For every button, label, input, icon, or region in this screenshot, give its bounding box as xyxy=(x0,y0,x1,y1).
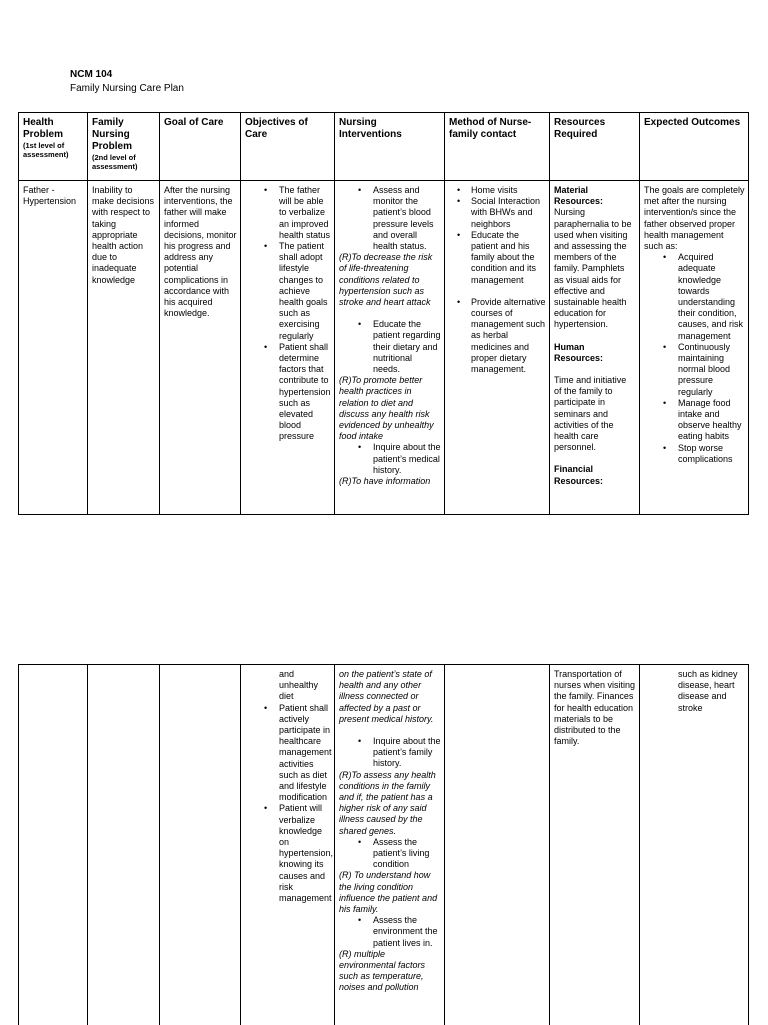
material-resources-text: Nursing paraphernalia to be used when visiting and assessing the members of the family. Pamphlets as visual aids for effective and sustainable health education for hypertension. xyxy=(554,207,632,330)
rationale: (R) To understand how the living condition influence the patient and his family. xyxy=(339,870,438,915)
care-plan-table-continued xyxy=(18,664,749,1025)
list-item: • The father will be able to verbalize an improved health status xyxy=(279,185,331,241)
list-item: • Educate the patient and his family about the condition and its management xyxy=(471,230,546,286)
list-item: • Inquire about the patient’s family history. xyxy=(373,736,441,770)
list-item: • Stop worse complications xyxy=(678,443,745,465)
cell-interventions xyxy=(335,181,445,515)
material-resources-label: Material Resources: xyxy=(554,185,604,207)
table-row xyxy=(19,665,749,1025)
rationale: (R) multiple environmental factors such as temperature, noises and pollution xyxy=(339,948,426,993)
list-item: • Patient will verbalize knowledge on hypertension, knowing its causes and risk management xyxy=(279,803,331,904)
col-objectives: Objectives of Care xyxy=(241,113,335,181)
list-item: • Patient shall determine factors that contribute to hypertension such as elevated blood pressure xyxy=(279,342,331,443)
list-item: • Home visits xyxy=(471,185,546,196)
cell-objectives xyxy=(241,181,335,515)
list-item: • Manage food intake and observe healthy eating habits xyxy=(678,398,745,443)
cell-outcomes xyxy=(640,665,749,1025)
financial-resources-label: Financial Resources: xyxy=(554,464,604,486)
cell-resources xyxy=(550,181,640,515)
rationale: (R)To assess any health conditions in the family and if, the patient has a higher risk of any said illness caused by the shared genes. xyxy=(339,769,436,836)
col-outcomes: Expected Outcomes xyxy=(640,113,749,181)
col-family-nursing-problem: Family Nursing Problem (2nd level of assessment) xyxy=(88,113,160,181)
table-header-row xyxy=(19,113,749,181)
human-resources-text: Time and initiative of the family to participate in seminars and activities of the health care personnel. xyxy=(554,375,627,453)
document-title: Family Nursing Care Plan xyxy=(70,83,184,94)
list-item: • Provide alternative courses of management such as herbal medicines and proper dietary management. xyxy=(471,297,546,375)
course-code: NCM 104 xyxy=(70,69,113,80)
outcomes-continued: such as kidney disease, heart disease and stroke xyxy=(678,669,738,713)
outcomes-intro: The goals are completely met after the nursing intervention/s since the father observed proper health management such as: xyxy=(644,185,745,252)
cell-interventions xyxy=(335,665,445,1025)
cell-objectives xyxy=(241,665,335,1025)
list-item: • Patient shall actively participate in healthcare management activities such as diet and lifestyle modification xyxy=(279,703,331,804)
cell-health-problem xyxy=(19,665,88,1025)
list-item: • Assess the patient’s living condition xyxy=(373,837,441,871)
table-row xyxy=(19,181,749,515)
col-goal-of-care: Goal of Care xyxy=(160,113,241,181)
col-resources: Resources Required xyxy=(550,113,640,181)
cell-resources: Transportation of nurses when visiting the family. Finances for health education materials to be distributed to the family. xyxy=(550,665,640,1025)
cell-health-problem: Father - Hypertension xyxy=(19,181,88,515)
cell-goal xyxy=(160,665,241,1025)
cell-family-problem: Inability to make decisions with respect to taking appropriate health action due to inadequate knowledge xyxy=(88,181,160,515)
cell-outcomes xyxy=(640,181,749,515)
care-plan-table xyxy=(18,112,749,515)
col-interventions: Nursing Interventions xyxy=(335,113,445,181)
list-item: • Continuously maintaining normal blood pressure regularly xyxy=(678,342,745,398)
human-resources-label: Human Resources: xyxy=(554,341,604,363)
list-item: • Assess the environment the patient lives in. xyxy=(373,915,441,949)
cell-contact-method xyxy=(445,181,550,515)
cell-contact-method xyxy=(445,665,550,1025)
list-item: • Assess and monitor the patient’s blood pressure levels and overall health status. xyxy=(373,185,441,252)
cell-goal: After the nursing interventions, the father will make informed decisions, monitor his progress and address any potential complications in accordance with his acquired knowledge. xyxy=(160,181,241,515)
list-item: • Educate the patient regarding their dietary and nutritional needs. xyxy=(373,319,441,375)
list-item: • Inquire about the patient’s medical history. xyxy=(373,442,441,476)
col-health-problem: Health Problem (1st level of assessment) xyxy=(19,113,88,181)
cell-family-problem xyxy=(88,665,160,1025)
list-item: • The patient shall adopt lifestyle changes to achieve health goals such as exercising regularly xyxy=(279,241,331,342)
rationale: (R)To promote better health practices in relation to diet and discuss any health risk evidenced by unhealthy food intake xyxy=(339,375,434,442)
list-item: • Acquired adequate knowledge towards understanding their condition, causes, and risk management xyxy=(678,252,745,342)
objectives-continued: and unhealthy diet xyxy=(279,669,319,702)
rationale: (R)To have information xyxy=(339,476,431,487)
rationale: (R)To decrease the risk of life-threatening conditions related to hypertension such as stroke and heart attack xyxy=(339,252,433,308)
list-item: • Social Interaction with BHWs and neighbors xyxy=(471,196,546,230)
rationale-continued: on the patient’s state of health and any other illness connected or affected by a past or present medical history. xyxy=(339,669,434,724)
col-contact-method: Method of Nurse-family contact xyxy=(445,113,550,181)
